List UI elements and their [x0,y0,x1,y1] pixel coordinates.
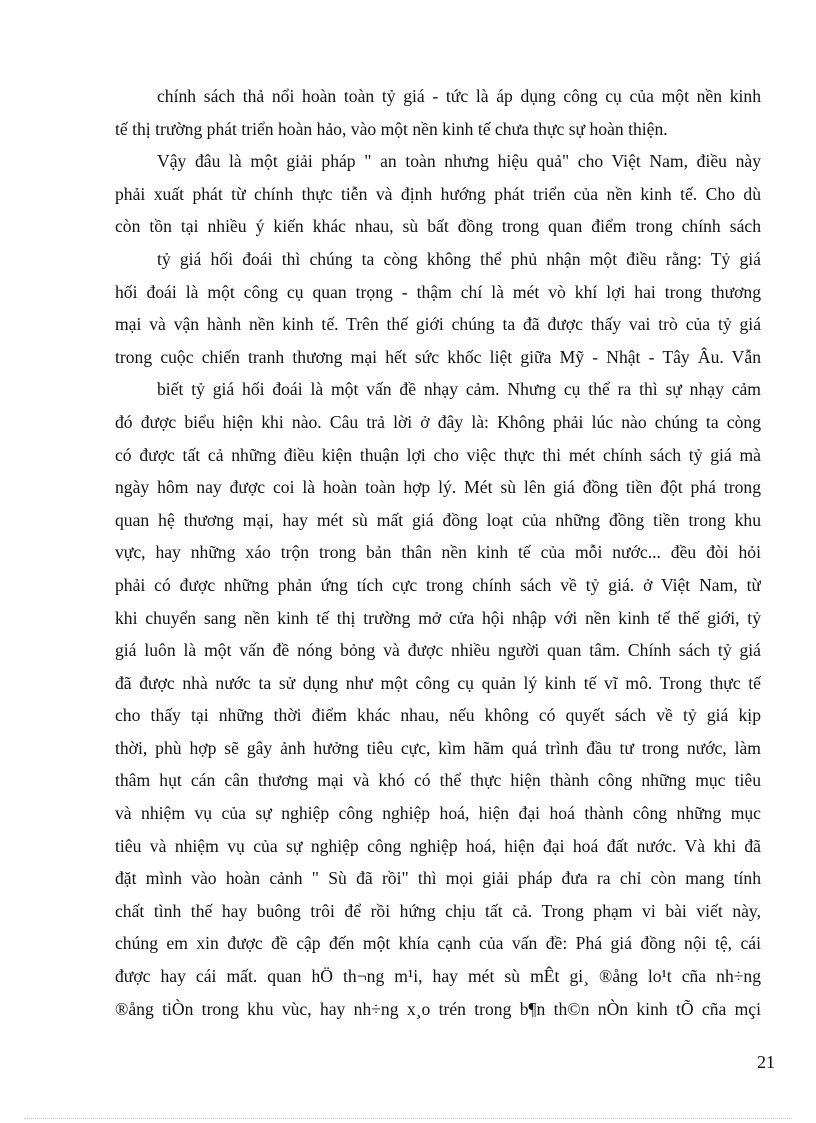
page-bottom-divider [24,1118,792,1119]
text-line: Vậy đâu là một giải pháp " an toàn nhưng hiệu quả" cho Việt Nam, điều này [157,151,761,172]
text-line: tế thị trường phát triển hoàn hảo, vào một nền kinh tế chưa thực sự hoàn thiện. [115,118,668,139]
text-line: còn tồn tại nhiều ý kiến khác nhau, sù bất đồng trong quan điểm trong chính sách [115,216,761,237]
text-line: chúng em xin được đề cập đến một khía cạnh của vấn đề: Phá giá đồng nội tệ, cái [115,933,761,954]
text-line: biết tỷ giá hối đoái là một vấn đề nhạy cảm. Nhưng cụ thể ra thì sự nhạy cảm [157,379,761,400]
text-line: thâm hụt cán cân thương mại và khó có thể thực hiện thành công những mục tiêu [115,770,761,791]
text-line: và nhiệm vụ của sự nghiệp công nghiệp hoá, hiện đại hoá thành công những mục [115,803,761,824]
text-line: phải có được những phản ứng tích cực trong chính sách về tỷ giá. ở Việt Nam, từ [115,574,761,595]
text-line: được hay cái mất. quan hÖ th¬ng m¹i, hay mét sù mÊt gi¸ ®ång lo¹t cña nh÷ng [115,966,761,987]
text-line: đặt mình vào hoàn cảnh " Sù đã rồi" thì mọi giải pháp đưa ra chỉ còn mang tính [115,868,761,889]
text-line: thời, phù hợp sẽ gây ảnh hưởng tiêu cực, kìm hãm quá trình đầu tư trong nước, làm [115,737,761,758]
text-line: cho thấy tại những thời điểm khác nhau, nếu không có quyết sách về tỷ giá kịp [115,705,761,726]
text-line: chất tình thế hay buông trôi để rồi hứng chịu tất cả. Trong phạm vi bài viết này, [115,900,761,921]
text-line: khi chuyển sang nền kinh tế thị trường mở cửa hội nhập với nền kinh tế thế giới, tỷ [115,607,761,628]
text-line: hối đoái là một công cụ quan trọng - thậm chí là mét vò khí lợi hai trong thương [115,281,761,302]
body-text [115,80,761,1025]
page-number: 21 [757,1052,775,1072]
text-line: chính sách thả nổi hoàn toàn tỷ giá - tức là áp dụng công cụ của một nền kinh [157,86,761,106]
text-line: quan hệ thương mại, hay mét sù mất giá đồng loạt của những đồng tiền trong khu [115,509,761,530]
text-line: đã được nhà nước ta sử dụng như một công cụ quản lý kinh tế vĩ mô. Trong thực tế [115,672,761,693]
text-line: giá luôn là một vấn đề nóng bỏng và được nhiều người quan tâm. Chính sách tỷ giá [115,640,761,661]
text-line: trong cuộc chiến tranh thương mại hết sức khốc liệt giữa Mỹ - Nhật - Tây Âu. Vẫn [115,346,761,367]
text-line: ®ång tiÒn trong khu vùc, hay nh÷ng x¸o trén trong b¶n th©n nÒn kinh tÕ cña mçi [115,998,761,1019]
text-line: mại và vận hành nền kinh tế. Trên thế giới chúng ta đã được thấy vai trò của tỷ giá [115,314,761,335]
text-line: phải xuất phát từ chính thực tiễn và định hướng phát triển của nền kinh tế. Cho dù [115,183,761,204]
text-line: ngày hôm nay được coi là hoàn toàn hợp lý. Mét sù lên giá đồng tiền đột phá trong [115,477,761,498]
text-line: có được tất cả những điều kiện thuận lợi cho việc thực thi mét chính sách tỷ giá mà [115,444,761,465]
text-line: tỷ giá hối đoái thì chúng ta còng không thể phủ nhận một điều rằng: Tỷ giá [157,248,761,269]
text-line: vực, hay những xáo trộn trong bản thân nền kinh tế của mỗi nước... đều đòi hỏi [115,542,761,563]
text-line: tiêu và nhiệm vụ của sự nghiệp công nghiệp hoá, hiện đại hoá đất nước. Và khi đã [115,835,761,856]
text-line: đó được biểu hiện khi nào. Câu trả lời ở đây là: Không phải lúc nào chúng ta còng [115,411,761,432]
